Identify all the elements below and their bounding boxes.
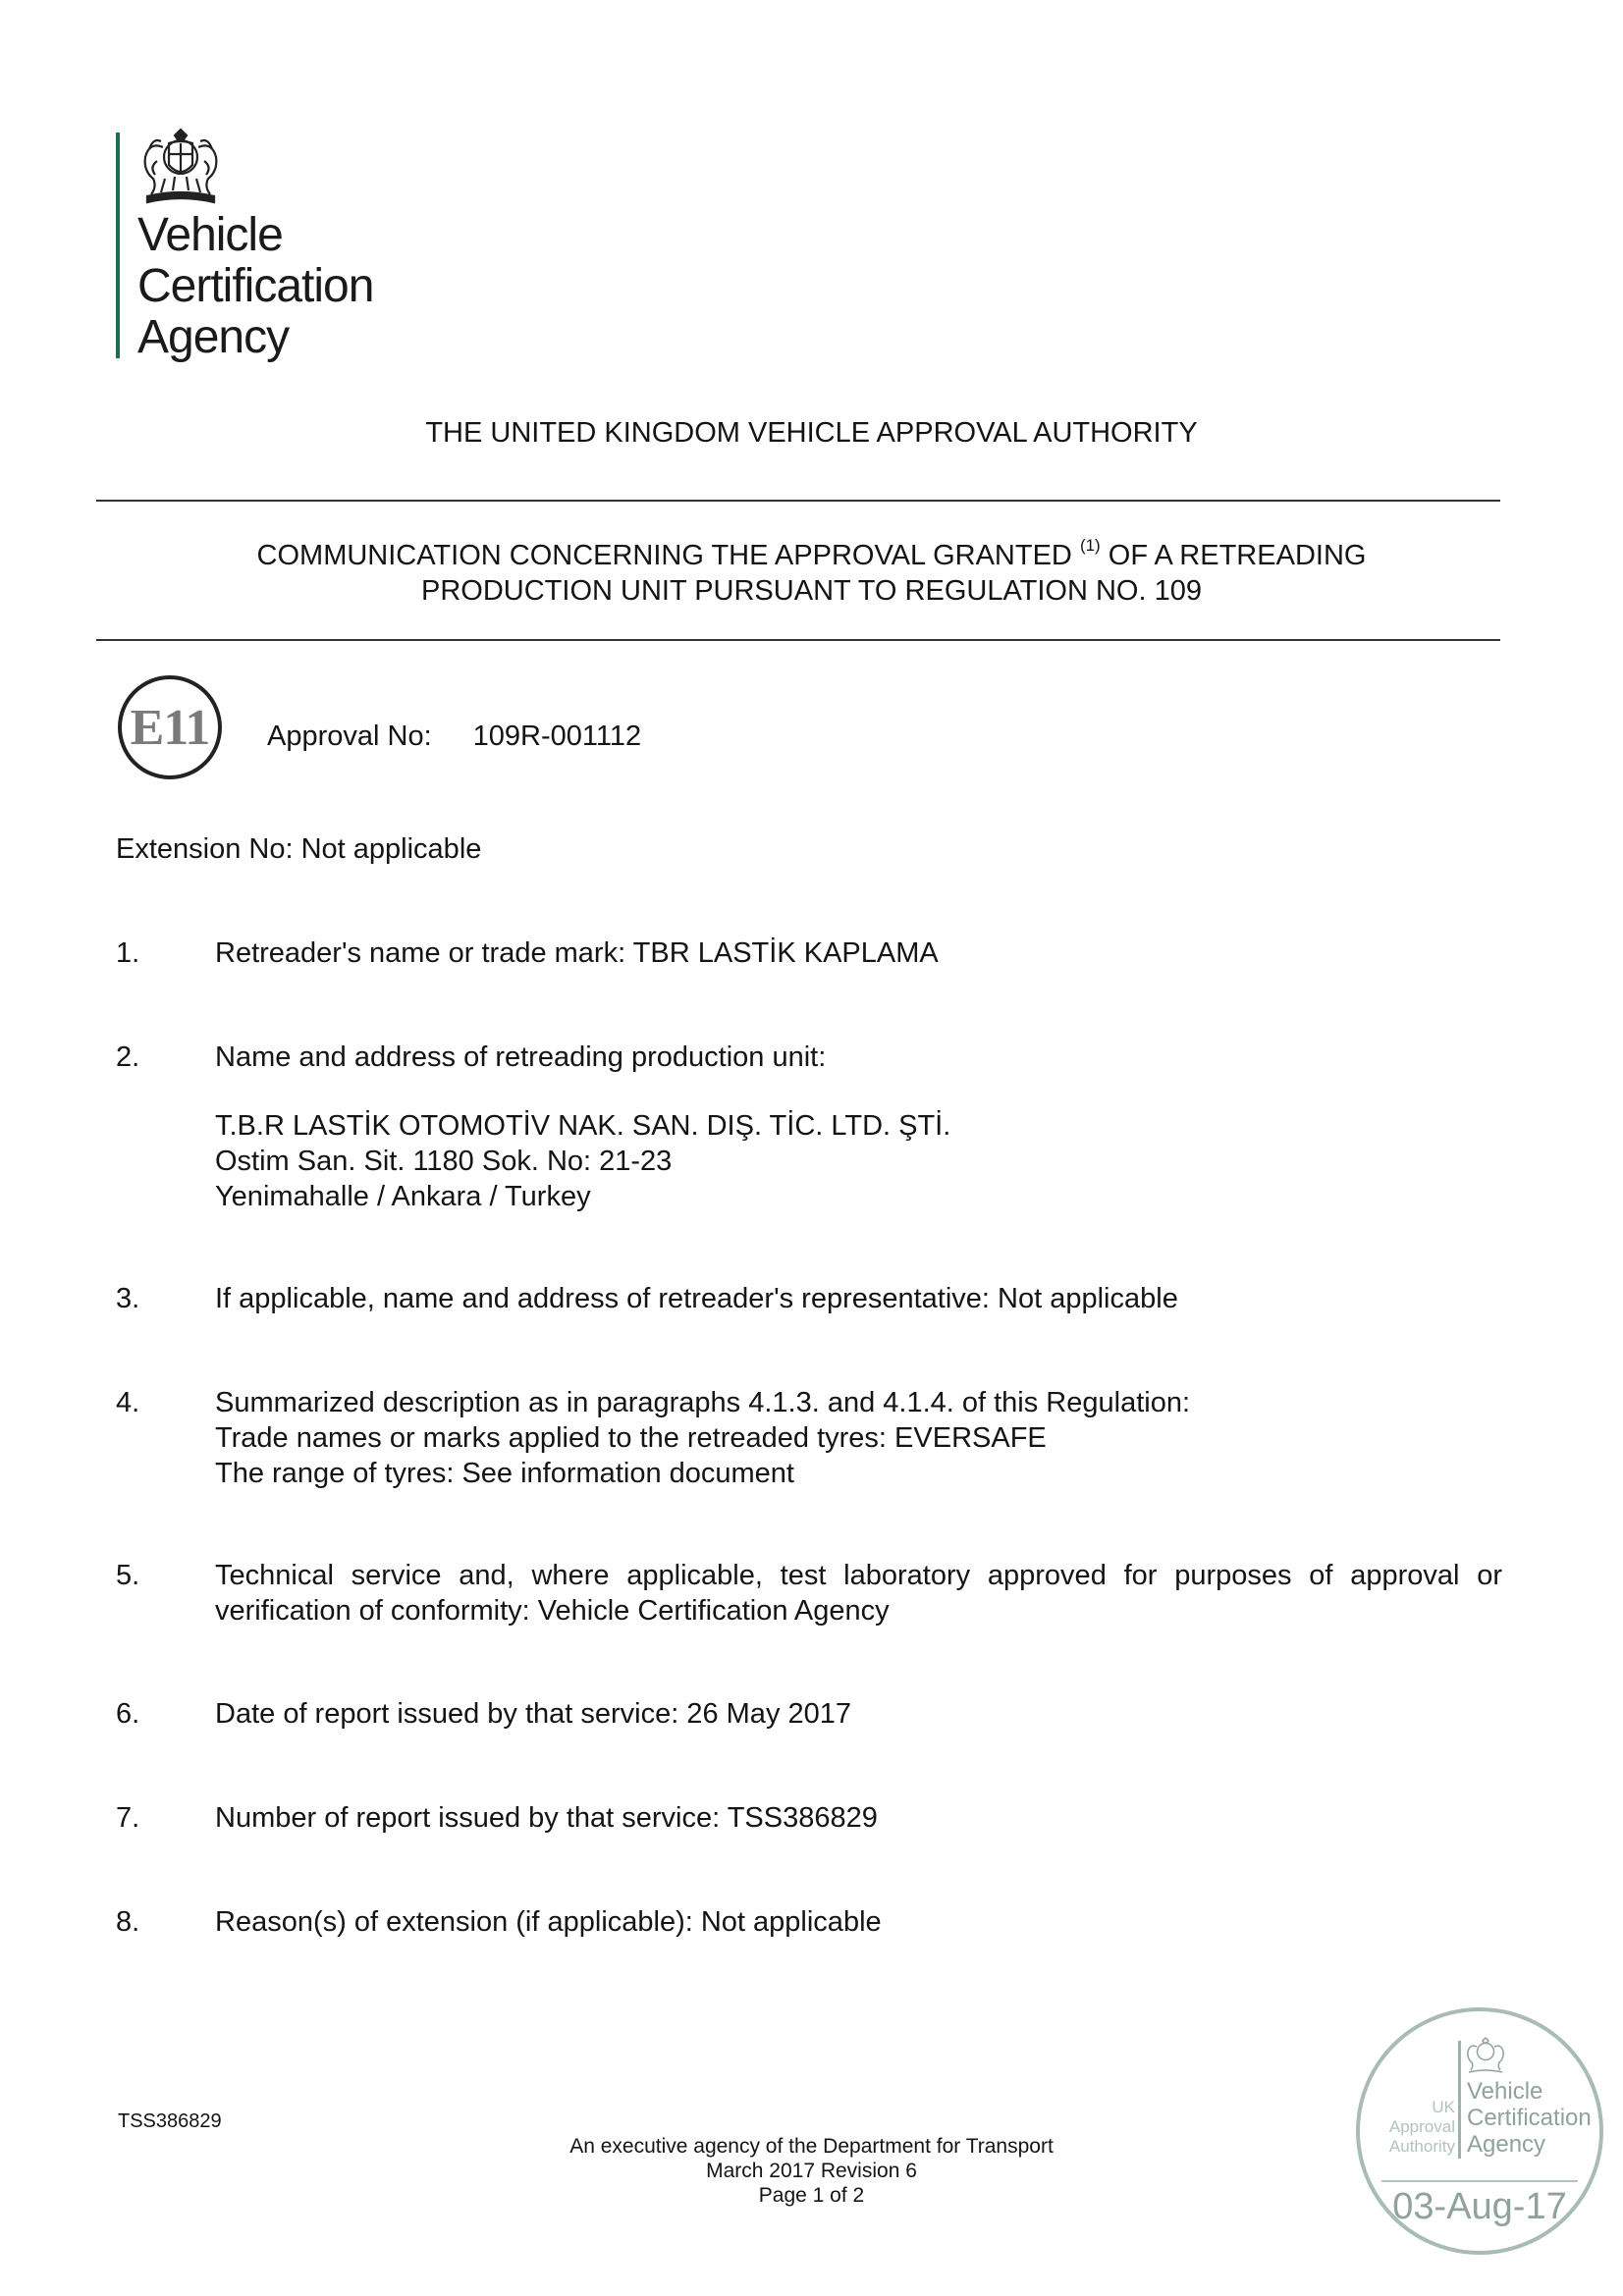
production-unit-address [215, 1108, 1502, 1214]
item-text: If applicable, name and address of retreader's representative: Not applicable [215, 1283, 1178, 1314]
stamp-line: Certification [1467, 2105, 1592, 2131]
item-text: Name and address of retreading production unit: [215, 1041, 827, 1073]
list-item [116, 1385, 1502, 1491]
item-number: 2. [116, 1041, 140, 1073]
item-text: Technical service and, where applicable, test laboratory approved for purposes of approval or verification of conformity: Vehicle Certification Agency [215, 1560, 1502, 1627]
approval-value: 109R-001112 [472, 721, 642, 752]
item-text: Summarized description as in paragraphs 4.1.3. and 4.1.4. of this Regulation: [215, 1387, 1191, 1418]
approval-number [267, 721, 641, 753]
agency-logo-text [137, 210, 373, 363]
logo-line: Agency [137, 311, 290, 363]
divider-top [96, 500, 1500, 502]
stamp-rule [1381, 2180, 1578, 2182]
item-text: The range of tyres: See information document [215, 1458, 794, 1489]
footer-line: March 2017 Revision 6 [706, 2160, 917, 2182]
logo-line: Certification [137, 260, 374, 312]
list-item [116, 1696, 1502, 1732]
item-number: 1. [116, 937, 140, 969]
stamp-crest-icon [1462, 2037, 1509, 2076]
logo-accent-bar [116, 133, 120, 358]
extension-number: Extension No: Not applicable [116, 833, 482, 865]
document-reference: TSS386829 [118, 2110, 222, 2132]
approval-mark-text: E11 [130, 699, 210, 756]
title-part: COMMUNICATION CONCERNING THE APPROVAL GRANTED [256, 540, 1072, 571]
footer-line: An executive agency of the Department for Transport [569, 2135, 1054, 2158]
communication-title [0, 538, 1623, 609]
list-item [116, 1558, 1502, 1629]
stamp-line: Authority [1388, 2137, 1455, 2156]
stamp-line: Vehicle [1467, 2078, 1543, 2105]
item-text: Date of report issued by that service: 26 May 2017 [215, 1698, 852, 1730]
item-text: Reason(s) of extension (if applicable): Not applicable [215, 1906, 882, 1938]
e11-approval-mark [118, 675, 222, 779]
royal-coat-of-arms-icon [135, 128, 226, 206]
item-text: Number of report issued by that service: TSS386829 [215, 1802, 878, 1834]
stamp-date: 03-Aug-17 [1392, 2186, 1567, 2227]
item-number: 5. [116, 1560, 140, 1591]
authority-heading: THE UNITED KINGDOM VEHICLE APPROVAL AUTHORITY [425, 417, 1198, 449]
stamp-vca-text [1467, 2078, 1592, 2158]
approval-date-stamp [1356, 2007, 1603, 2255]
footnote-mark: (1) [1079, 536, 1101, 555]
stamp-uk-text [1389, 2098, 1455, 2157]
title-part: OF A RETREADING [1108, 540, 1367, 571]
divider-bottom [96, 639, 1500, 641]
item-number: 7. [116, 1802, 140, 1834]
item-number: 3. [116, 1283, 140, 1314]
list-item [116, 1281, 1502, 1316]
list-item [116, 1800, 1502, 1836]
page-number: Page 1 of 2 [758, 2184, 865, 2207]
item-text: Trade names or marks applied to the retreaded tyres: EVERSAFE [215, 1422, 1047, 1454]
item-number: 8. [116, 1906, 140, 1938]
item-number: 6. [116, 1698, 140, 1730]
address-line: Yenimahalle / Ankara / Turkey [215, 1181, 591, 1212]
stamp-line: Approval [1388, 2117, 1455, 2136]
list-item [116, 935, 1502, 971]
list-item [116, 1040, 1502, 1214]
stamp-line: UK [1432, 2098, 1455, 2116]
list-item [116, 1904, 1502, 1940]
item-number: 4. [116, 1387, 140, 1418]
stamp-line: Agency [1467, 2131, 1546, 2158]
approval-label: Approval No: [267, 721, 432, 752]
stamp-divider [1458, 2041, 1461, 2159]
title-line-2: PRODUCTION UNIT PURSUANT TO REGULATION NO. 109 [421, 575, 1202, 607]
address-line: T.B.R LASTİK OTOMOTİV NAK. SAN. DIŞ. TİC. LTD. ŞTİ. [215, 1110, 951, 1142]
address-line: Ostim San. Sit. 1180 Sok. No: 21-23 [215, 1146, 673, 1177]
item-text: Retreader's name or trade mark: TBR LASTİK KAPLAMA [215, 937, 939, 969]
logo-line: Vehicle [137, 209, 283, 261]
